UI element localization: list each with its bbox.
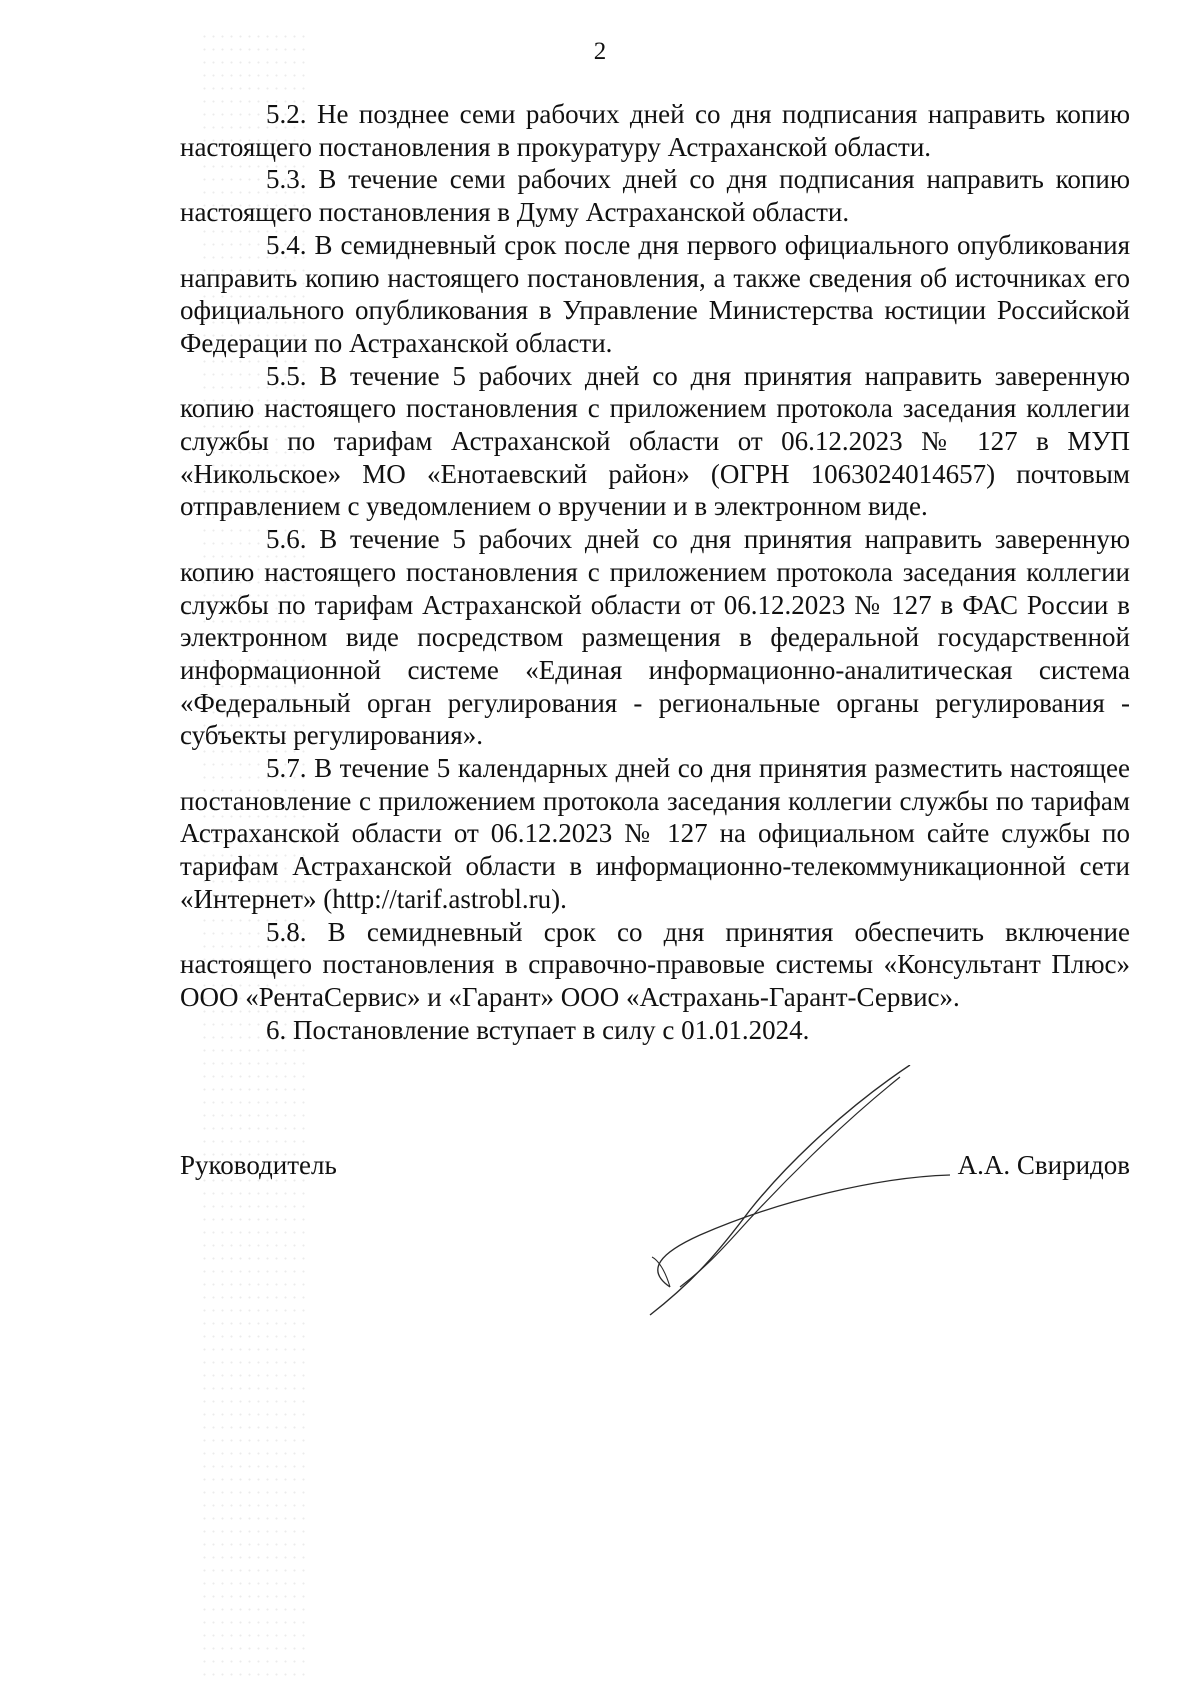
signer-name: А.А. Свиридов [957,1150,1130,1180]
paragraph-5-3: 5.3. В течение семи рабочих дней со дня подписания направить копию настоящего постановления в Думу Астраханской области. [180,164,1130,228]
paragraph-6: 6. Постановление вступает в силу с 01.01.2024. [266,1014,810,1045]
paragraph-5-4: 5.4. В семидневный срок после дня первого официального опубликования направить копию настоящего постановления, а также сведения об источниках его официального опубликования в Управление Министерства юстиции Российской Федерации по Астраханской области. [180,229,1130,358]
document-body [180,98,1130,1046]
paragraph-5-6: 5.6. В течение 5 рабочих дней со дня принятия направить заверенную копию настоящего постановления с приложением протокола заседания коллегии службы по тарифам Астраханской области от 06.12.2023 № 127 в ФАС России в электронном виде посредством размещения в федеральной государственной информационной системе «Единая информационно-аналитическая система «Федеральный орган регулирования - региональные органы регулирования - субъекты регулирования». [180,524,1130,751]
paragraph-5-5: 5.5. В течение 5 рабочих дней со дня принятия направить заверенную копию настоящего постановления с приложением протокола заседания коллегии службы по тарифам Астраханской области от 06.12.2023 № 127 в МУП «Никольское» МО «Енотаевский район» (ОГРН 1063024014657) почтовым отправлением с уведомлением о вручении и в электронном виде. [180,360,1130,522]
paragraph-5-8: 5.8. В семидневный срок со дня принятия обеспечить включение настоящего постановления в справочно-правовые системы «Консультант Плюс» ООО «РентаСервис» и «Гарант» ООО «Астрахань-Гарант-Сервис». [180,916,1130,1012]
paragraph-5-7: 5.7. В течение 5 календарных дней со дня принятия разместить настоящее постановление с приложением протокола заседания коллегии службы по тарифам Астраханской области от 06.12.2023 № 127 на официальном сайте службы по тарифам Астраханской области в информационно-телекоммуникационной сети «Интернет» (http://tarif.astrobl.ru). [180,753,1130,914]
page-number: 2 [593,38,607,65]
signer-position: Руководитель [180,1150,337,1180]
handwritten-signature [640,1065,960,1320]
paragraph-5-2: 5.2. Не позднее семи рабочих дней со дня подписания направить копию настоящего постановления в прокуратуру Астраханской области. [180,99,1130,162]
